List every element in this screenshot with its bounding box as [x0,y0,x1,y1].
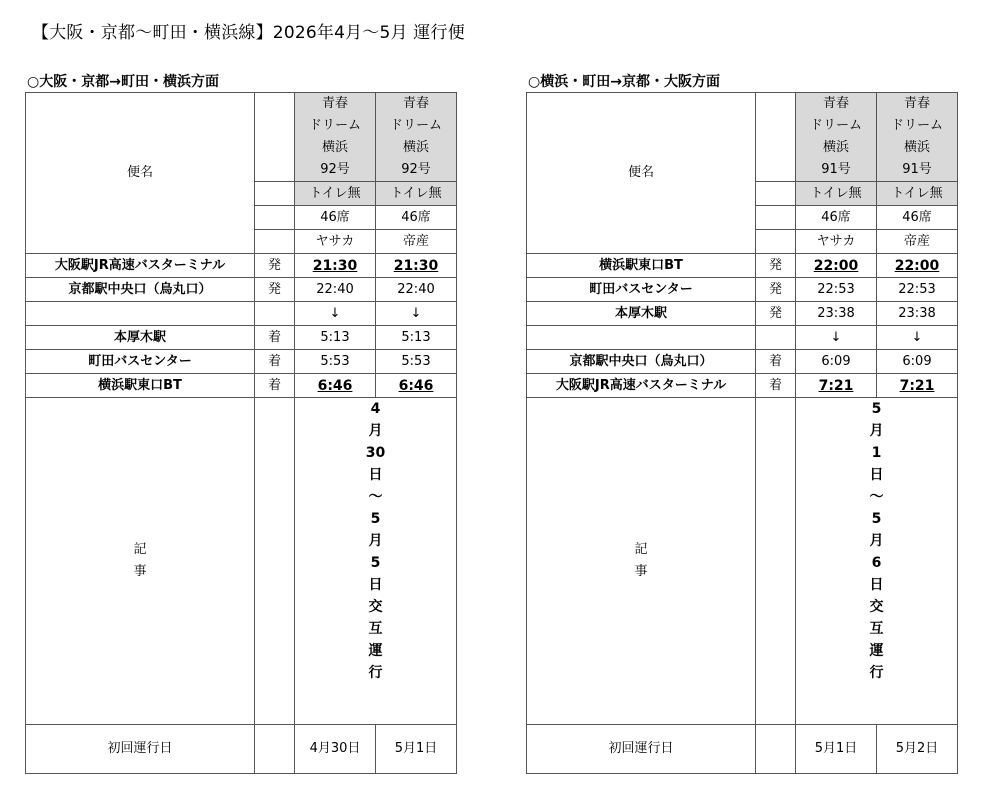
stop-row [26,374,457,398]
blank-cell [756,725,796,774]
bus-name-line: 横浜 [822,140,849,155]
stop-time: 7:21 [796,374,877,398]
stop-time: 22:53 [796,278,877,302]
stop-name [26,302,255,326]
document-title: 【大阪・京都～町田・横浜線】2026年4月～5月 運行便 [32,23,465,43]
stop-time: 23:38 [877,302,958,326]
stop-type: 着 [255,374,295,398]
note-char: 交 [869,599,884,615]
blank-cell [756,230,796,254]
bus-name-label: 便名 [527,93,756,254]
note-char: 4 [370,401,381,417]
note-char: 運 [869,643,884,659]
note-char: 運 [368,643,383,659]
stop-type: 発 [255,278,295,302]
bus-name-line: 横浜 [402,140,429,155]
note-char: 互 [368,621,383,637]
bus-name-line: 横浜 [321,140,348,155]
stop-type: 発 [756,302,796,326]
operator-name: ヤサカ [295,230,376,254]
first-run-label: 初回運行日 [527,725,756,774]
note-char: 30 [365,445,386,461]
note-char: 互 [869,621,884,637]
bus-name-label: 便名 [26,93,255,254]
blank-cell [756,206,796,230]
stop-time: 21:30 [295,254,376,278]
stop-row [527,302,958,326]
seat-count: 46席 [295,206,376,230]
stop-name: 大阪駅JR高速バスターミナル [26,254,255,278]
bus-name-header [796,93,877,182]
bus-name-line: 青春 [903,96,930,111]
first-run-date: 5月1日 [376,725,457,774]
stop-time: 6:46 [295,374,376,398]
bus-name-line: 92号 [320,162,350,177]
stop-time: ↓ [295,302,376,326]
stop-time: 5:53 [376,350,457,374]
stop-name: 町田バスセンター [26,350,255,374]
blank-cell [756,182,796,206]
blank-cell [756,93,796,182]
bus-name-line: 92号 [401,162,431,177]
toilet-info: トイレ無 [877,182,958,206]
seat-count: 46席 [877,206,958,230]
bus-name-line: 91号 [821,162,851,177]
toilet-info: トイレ無 [376,182,457,206]
bus-name-header [877,93,958,182]
blank-cell [255,230,295,254]
stop-row [527,374,958,398]
timetable-table [25,92,457,774]
note-char: 交 [368,599,383,615]
direction-heading: ○大阪・京都→町田・横浜方面 [27,74,219,90]
stop-time: 5:13 [295,326,376,350]
bus-name-line: 青春 [822,96,849,111]
bus-name-line: ドリーム [389,118,442,133]
operator-name: 帝産 [877,230,958,254]
note-char: 月 [869,533,884,549]
stop-time: 22:00 [877,254,958,278]
bus-name-line: ドリーム [809,118,862,133]
toilet-info: トイレ無 [796,182,877,206]
note-char: ～ [869,489,884,505]
stop-row [527,254,958,278]
toilet-info: トイレ無 [295,182,376,206]
bus-name-line: ドリーム [308,118,361,133]
stop-time: 6:09 [877,350,958,374]
blank-cell [255,398,295,725]
seat-count: 46席 [376,206,457,230]
stop-time: 6:09 [796,350,877,374]
bus-name-line: 横浜 [903,140,930,155]
note-char: 行 [869,665,884,681]
first-run-label: 初回運行日 [26,725,255,774]
stop-name: 横浜駅東口BT [26,374,255,398]
stop-type: 着 [255,326,295,350]
stop-type: 発 [756,278,796,302]
stop-row [26,254,457,278]
stop-row [26,302,457,326]
note-char: 行 [368,665,383,681]
note-char: 月 [869,423,884,439]
note-char: 日 [368,467,383,483]
stop-row [26,350,457,374]
note-text [796,398,958,725]
stop-name [527,326,756,350]
bus-name-line: ドリーム [890,118,943,133]
stop-time: 22:40 [376,278,457,302]
note-char: 5 [370,555,381,571]
stop-time: 23:38 [796,302,877,326]
stop-type: 着 [756,374,796,398]
bus-name-header [295,93,376,182]
seat-count: 46席 [796,206,877,230]
bus-name-line: 91号 [902,162,932,177]
note-label-char: 事 [133,564,147,579]
stop-time: 22:00 [796,254,877,278]
stop-type: 着 [756,350,796,374]
stop-row [26,278,457,302]
stop-name: 京都駅中央口（烏丸口） [26,278,255,302]
note-char: ～ [368,489,383,505]
note-char: 5 [370,511,381,527]
note-label-char: 事 [634,564,648,579]
operator-name: 帝産 [376,230,457,254]
stop-row [26,326,457,350]
bus-name-header [376,93,457,182]
stop-name: 町田バスセンター [527,278,756,302]
first-run-date: 5月2日 [877,725,958,774]
operator-name: ヤサカ [796,230,877,254]
timetable-left [25,72,457,774]
note-char: 5 [871,401,882,417]
stop-time: ↓ [796,326,877,350]
note-label [26,398,255,725]
note-text [295,398,457,725]
note-char: 6 [871,555,882,571]
stop-name: 大阪駅JR高速バスターミナル [527,374,756,398]
note-label-char: 記 [133,542,147,557]
note-char: 月 [368,423,383,439]
stop-row [527,350,958,374]
note-label-char: 記 [634,542,648,557]
bus-name-line: 青春 [402,96,429,111]
first-run-date: 5月1日 [796,725,877,774]
note-char: 日 [869,577,884,593]
stop-type [255,302,295,326]
blank-cell [255,725,295,774]
stop-row [527,326,958,350]
stop-name: 本厚木駅 [26,326,255,350]
note-label [527,398,756,725]
timetable-right [526,72,958,774]
note-char: 日 [869,467,884,483]
stop-time: ↓ [376,302,457,326]
first-run-date: 4月30日 [295,725,376,774]
blank-cell [756,398,796,725]
note-char: 月 [368,533,383,549]
stop-time: ↓ [877,326,958,350]
blank-cell [255,93,295,182]
stop-time: 5:13 [376,326,457,350]
stop-name: 横浜駅東口BT [527,254,756,278]
blank-cell [255,206,295,230]
stop-type: 着 [255,350,295,374]
note-char: 5 [871,511,882,527]
note-char: 日 [368,577,383,593]
blank-cell [255,182,295,206]
stop-type [756,326,796,350]
stop-time: 7:21 [877,374,958,398]
direction-heading: ○横浜・町田→京都・大阪方面 [528,74,720,90]
stop-type: 発 [756,254,796,278]
stop-time: 6:46 [376,374,457,398]
stop-time: 22:40 [295,278,376,302]
stop-name: 京都駅中央口（烏丸口） [527,350,756,374]
stop-name: 本厚木駅 [527,302,756,326]
stop-time: 22:53 [877,278,958,302]
stop-time: 5:53 [295,350,376,374]
stop-row [527,278,958,302]
stop-time: 21:30 [376,254,457,278]
stop-type: 発 [255,254,295,278]
note-char: 1 [871,445,882,461]
timetable-table [526,92,958,774]
bus-name-line: 青春 [321,96,348,111]
